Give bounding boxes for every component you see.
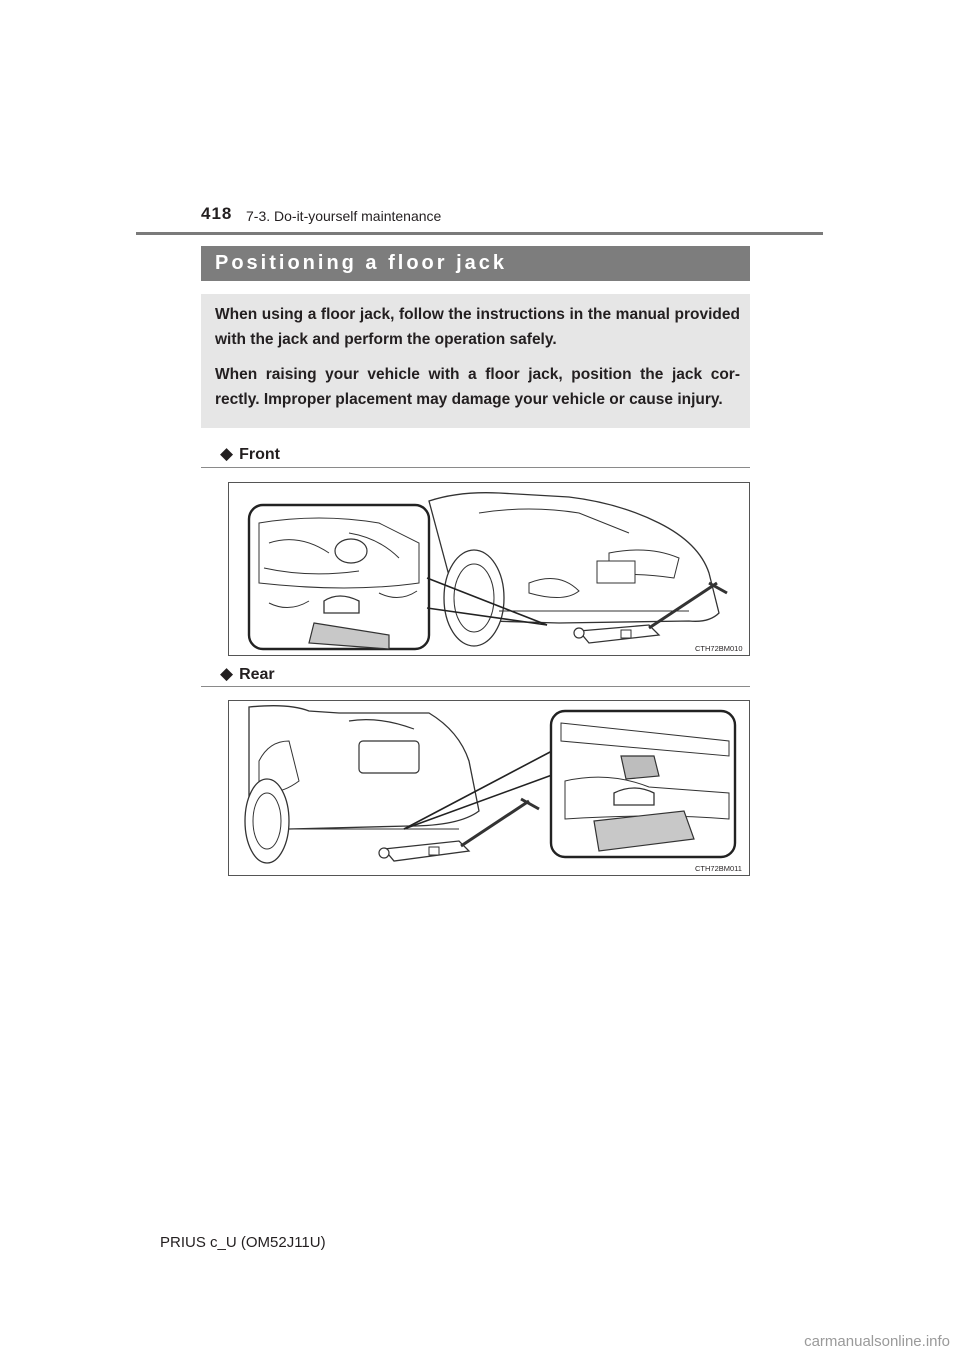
header-divider (136, 232, 823, 235)
front-jack-illustration (228, 482, 750, 656)
front-heading (220, 444, 280, 464)
page-title: Positioning a floor jack (201, 246, 750, 281)
intro-box (201, 294, 750, 428)
diamond-bullet-icon: ◆ (220, 444, 234, 463)
rear-jack-drawing (229, 701, 749, 875)
rear-heading (220, 664, 275, 684)
section-label: 7-3. Do-it-yourself maintenance (246, 208, 442, 224)
page-number: 418 (201, 204, 233, 223)
front-figure-code: CTH72BM010 (695, 644, 743, 653)
front-heading-label: Front (239, 446, 280, 463)
intro-paragraph-2: When raising your vehicle with a floor jack, position the jack cor- rectly. Improper placement may damage your vehicle or cause injury. (215, 366, 740, 408)
intro-paragraph-1: When using a floor jack, follow the instructions in the manual provided with the jack and perform the operation safely. (215, 306, 740, 348)
rear-jack-illustration (228, 700, 750, 876)
rear-heading-rule (201, 686, 750, 687)
rear-figure-code: CTH72BM011 (695, 864, 742, 873)
front-jack-drawing (229, 483, 749, 655)
front-heading-rule (201, 467, 750, 468)
model-footer: PRIUS c_U (OM52J11U) (160, 1234, 326, 1251)
watermark: carmanualsonline.info (804, 1333, 950, 1350)
rear-heading-label: Rear (239, 666, 275, 683)
diamond-bullet-icon: ◆ (220, 664, 234, 683)
